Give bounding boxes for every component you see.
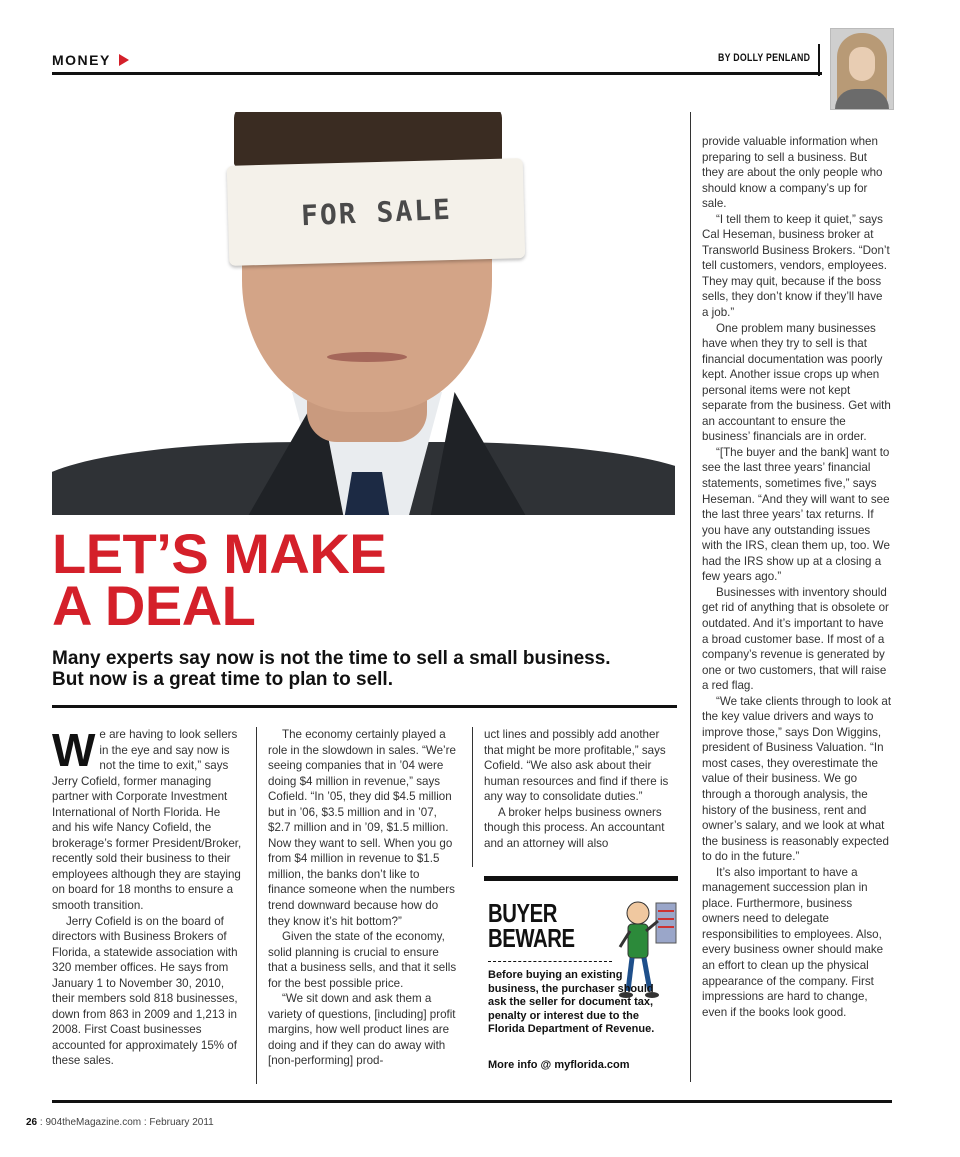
headline-rule [52,705,677,708]
section-label [52,52,129,68]
headline [52,522,672,637]
hero-image [52,112,675,515]
body-paragraph: It’s also important to have a management succession plan in place. Furthermore, business owners need to delegate responsibilities to employees. Also, every business owner should make an effort to clean up the physical appearance of the company. First impressions are hard to change, even if the books look good. [702,865,884,1019]
sidebar-title: BUYER BEWARE [488,898,575,953]
body-paragraph: provide valuable information when preparing to sell a business. But they are about the only people who should know a company’s up for sale. [702,135,883,211]
page-footer: 26 : 904theMagazine.com : February 2011 [26,1117,214,1128]
blindfold [227,158,526,266]
body-paragraph: One problem many businesses have when they try to sell is that financial documentation was poorly kept. Another issue crops up when personal items were not kept separate from the business. Get with an accountant to ensure the business’ financials are in order. [702,321,891,444]
author-photo [830,28,894,110]
body-column-2 [268,727,458,1069]
body-paragraph: We are having to look sellers in the eye and say now is not the time to exit,” says Jerry Cofield, former managing partner with Corporate Investment International of North Florida. He and his wife Nancy Cofield, the brokerage’s former President/Broker, recently sold their business to their employees although they are staying on board for 18 months to ensure a smooth transition. [52,724,242,913]
headline-line-2: A DEAL [52,574,256,637]
body-paragraph: “We take clients through to look at the key value drivers and ways to improve those,” says Don Wiggins, president of Business Valuation. “In most cases, they overestimate the value of their business. We go through a thorough analysis, the history of the business, rent and owner’s salary, and we look at what the business is reasonably expected to do in the future.” [702,694,892,864]
subhead-line-2: But now is a great time to plan to sell. [52,669,393,690]
body-paragraph: Jerry Cofield is on the board of directors with Business Brokers of Florida, a statewide association with 320 member offices. He says from January 1 to November 30, 2010, their members sold 818 businesses, down from 863 in 2009 and 1,213 in 2008. First Coast businesses accounted for approximately 15% of these sales. [52,914,238,1068]
footer-text: 904theMagazine.com : February 2011 [45,1117,214,1128]
header-rule [52,72,822,75]
body-paragraph: “[The buyer and the bank] want to see the last three years’ financial statements, sometimes five,” says Heseman. “And they will want to see the last three years’ tax returns. If you have any outstanding issues with the IRS, clean them up, too. We had the IRS show up at a closing a few years ago.” [702,445,890,584]
column-rule [472,727,473,867]
subheadline [52,648,672,690]
buyer-beware-box [484,876,678,1085]
body-paragraph: “We sit down and ask them a variety of questions, [including] profit margins, how well product lines are doing and if they can do away with [non-performing] prod- [268,992,456,1068]
drop-cap: W [52,724,96,776]
sidebar-divider [488,961,612,962]
body-paragraph: Given the state of the economy, solid planning is crucial to ensure that a business sells, and that it sells for the best possible price. [268,930,457,990]
body-paragraph: “I tell them to keep it quiet,” says Cal Heseman, business broker at Transworld Business Brokers. “Don’t tell customers, vendors, employees. They may quit, because if the boss sells, they don’t know if they’ll have a job.” [702,212,890,320]
subhead-line-1: Many experts say now is not the time to sell a small business. [52,648,611,669]
body-paragraph: uct lines and possibly add another that might be more profitable,” says Cofield. “We also ask about their human resources and find if there is any way to consolidate duties.” [484,728,669,804]
sidebar-body: Before buying an existing business, the purchaser should ask the seller for document tax, penalty or interest due to the Florida Department of Revenue. [488,969,655,1035]
body-column-4 [702,134,892,1020]
column-rule [690,112,691,1082]
page-number: 26 [26,1117,38,1128]
body-paragraph: Businesses with inventory should get rid of anything that is obsolete or outdated. And it’s important to have a broad customer base. If most of a company’s revenue is generated by one or two customers, that will raise a red flag. [702,585,889,693]
section-title: MONEY [52,52,111,68]
triangle-arrow-icon [119,54,129,66]
headline-line-1: LET’S MAKE [52,522,387,585]
mouth-shape [327,352,407,362]
body-column-1 [52,724,242,1069]
body-paragraph: The economy certainly played a role in the slowdown in sales. “We’re seeing companies that in ’04 were doing $4 million in revenue,” says Cofield. “In ’05, they did $4.5 million but in ’06, $3.5 million and in ’07, $2.7 million and in ’09, $1.5 million. Now they want to sell. When you go from $4 million in revenue to $1.5 million, the banks don’t like to finance someone when the numbers trend downward because how do they know it’s hit bottom?” [268,728,456,928]
byline-separator [818,44,820,76]
sidebar-more-info: More info @ myflorida.com [488,1059,630,1071]
body-paragraph: A broker helps business owners though this process. An accountant and an attorney will also [484,805,665,850]
column-rule [256,727,257,1084]
blindfold-text: FOR SALE [299,192,453,232]
body-column-3 [484,727,676,851]
byline: BY DOLLY PENLAND [717,52,810,64]
footer-rule [52,1100,892,1103]
